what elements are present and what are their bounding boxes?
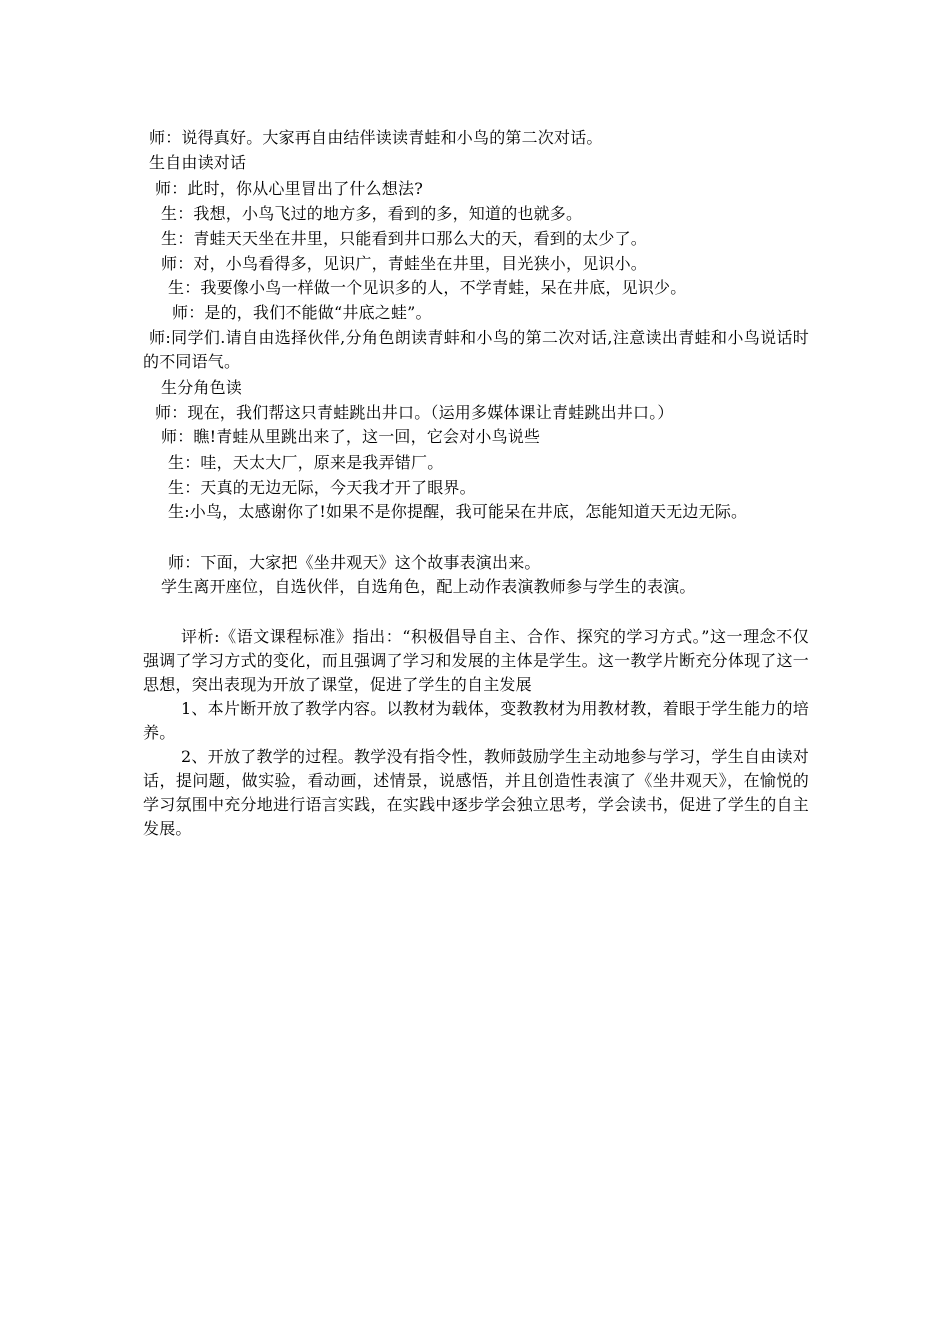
- dialogue-line: 师：现在，我们帮这只青蛙跳出井口。（运用多媒体课让青蛙跳出井口。）: [155, 403, 674, 422]
- dialogue-line: 学生离开座位，自选伙伴，自选角色，配上动作表演教师参与学生的表演。: [161, 577, 696, 596]
- dialogue-line: 师：此时，你从心里冒出了什么想法?: [155, 179, 423, 198]
- dialogue-line: 生：哇，天太大厂，原来是我弄错厂。: [168, 453, 444, 472]
- dialogue-line: 生分角色读: [161, 378, 243, 397]
- analysis-paragraph: 评析:《语文课程标准》指出：“积极倡导自主、合作、探究的学习方式。”这一理念不仅强调了学习方式的变化，而且强调了学习和发展的主体是学生。这一教学片断充分体现了这一思想，突出表现为开放了课堂，促进了学生的自主发展: [143, 627, 809, 694]
- dialogue-paragraph: 生:小鸟，太感谢你了!如果不是你提醒，我可能呆在井底，怎能知道天无边无际。: [168, 502, 748, 521]
- dialogue-line: 师：是的，我们不能做“井底之蛙”。: [172, 303, 432, 322]
- dialogue-line: 师：说得真好。大家再自由结伴读读青蛙和小鸟的第二次对话。: [149, 128, 603, 147]
- dialogue-line: 生自由读对话: [149, 153, 247, 172]
- dialogue-line: 师：下面，大家把《坐井观天》这个故事表演出来。: [168, 553, 541, 572]
- analysis-paragraph: 1、本片断开放了教学内容。以教材为载体，变教教材为用教材教，着眼于学生能力的培养。: [143, 699, 809, 742]
- dialogue-paragraph: 师:同学们.请自由选择伙伴,分角色朗读青蚌和小鸟的第二次对话,注意读出青蛙和小鸟说话时的不同语气。: [143, 328, 809, 371]
- dialogue-line: 生：天真的无边无际，今天我才开了眼界。: [168, 478, 476, 497]
- dialogue-line: 师：对，小鸟看得多，见识广，青蛙坐在井里，目光狭小，见识小。: [161, 254, 648, 273]
- dialogue-line: 师：瞧!青蛙从里跳出来了，这一回，它会对小鸟说些: [161, 427, 541, 446]
- analysis-paragraph: 2、开放了教学的过程。教学没有指令性，教师鼓励学生主动地参与学习，学生自由读对话，提问题，做实验，看动画，述情景，说感悟，并且创造性表演了《坐井观天》，在愉悦的学习氛围中充分地进行语言实践，在实践中逐步学会独立思考，学会读书，促进了学生的自主发展。: [143, 747, 809, 838]
- dialogue-line: 生：我要像小鸟一样做一个见识多的人，不学青蛙，呆在井底，见识少。: [168, 278, 687, 297]
- dialogue-line: 生：青蛙天天坐在井里，只能看到井口那么大的天，看到的太少了。: [161, 229, 648, 248]
- dialogue-line: 生：我想，小鸟飞过的地方多，看到的多，知道的也就多。: [161, 204, 583, 223]
